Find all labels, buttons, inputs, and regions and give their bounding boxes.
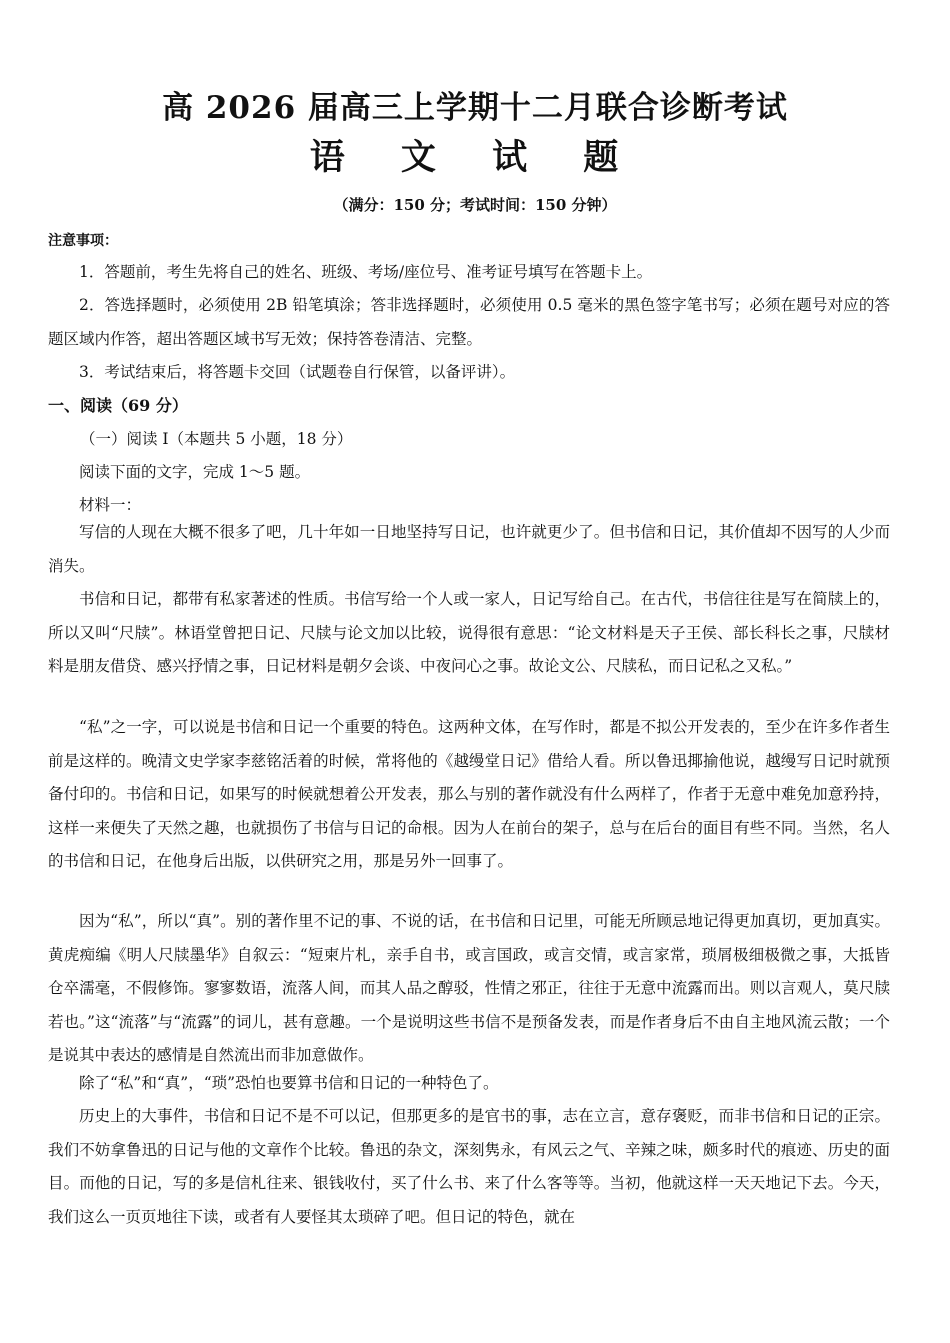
paragraph: 除了“私”和“真”，“琐”恐怕也要算书信和日记的一种特色了。 bbox=[79, 1074, 499, 1092]
notice-item-1: 1．答题前，考生先将自己的姓名、班级、考场/座位号、准考证号填写在答题卡上。 bbox=[79, 263, 653, 281]
notice-item-2: 2．答选择题时，必须使用 2B 铅笔填涂；答非选择题时，必须使用 0.5 毫米的黑色签字笔书写；必须在题号对应的答题区域内作答，超出答题区域书写无效；保持答卷清洁、完整。 bbox=[48, 296, 890, 348]
paragraph: 因为“私”，所以“真”。别的著作里不记的事、不说的话，在书信和日记里，可能无所顾忌地记得更加真切，更加真实。黄虎痴编《明人尺牍墨华》自叙云：“短柬片札，亲手自书，或言国政，或言交情，或言家常，琐屑极细极微之事，大抵皆仓卒濡毫，不假修饰。寥寥数语，流落人间，而其人品之醇驳，性情之邪正，往往于无意中流露而出。则以言观人，莫尺牍若也。”这“流落”与“流露”的词儿，甚有意趣。一个是说明这些书信不是预备发表，而是作者身后不由自主地风流云散；一个是说其中表达的感情是自然流出而非加意做作。 bbox=[48, 912, 890, 1064]
reading-instruction: 阅读下面的文字，完成 1～5 题。 bbox=[79, 463, 311, 481]
paragraph: “私”之一字，可以说是书信和日记一个重要的特色。这两种文体，在写作时，都是不拟公开发表的，至少在许多作者生前是这样的。晚清文史学家李慈铭活着的时候，常将他的《越缦堂日记》借给人看。所以鲁迅揶揄他说，越缦写日记时就预备付印的。书信和日记，如果写的时候就想着公开发表，那么与别的著作就没有什么两样了，作者于无意中难免加意矜持，这样一来便失了天然之趣，也就损伤了书信与日记的命根。因为人在前台的架子，总与在后台的面目有些不同。当然，名人的书信和日记，在他身后出版，以供研究之用，那是另外一回事了。 bbox=[48, 718, 890, 870]
material-label: 材料一： bbox=[79, 496, 142, 514]
subject-title: 语 文 试 题 bbox=[309, 137, 641, 178]
subsection-heading: （一）阅读 I（本题共 5 小题，18 分） bbox=[80, 430, 353, 448]
exam-meta: （满分：150 分；考试时间：150 分钟） bbox=[333, 196, 617, 214]
paragraph: 历史上的大事件，书信和日记不是不可以记，但那更多的是官书的事，志在立言，意存褒贬，而非书信和日记的正宗。我们不妨拿鲁迅的日记与他的文章作个比较。鲁迅的杂文，深刻隽永，有风云之气、辛辣之味，颇多时代的痕迹、历史的面目。而他的日记，写的多是信札往来、银钱收付，买了什么书、来了什么客等等。当初，他就这样一天天地记下去。今天，我们这么一页页地往下读，或者有人要怪其太琐碎了吧。但日记的特色，就在 bbox=[48, 1107, 890, 1226]
section-heading: 一、阅读（69 分） bbox=[48, 396, 188, 415]
exam-title: 高 2026 届高三上学期十二月联合诊断考试 bbox=[162, 90, 788, 126]
paragraph: 书信和日记，都带有私家著述的性质。书信写给一个人或一家人，日记写给自己。在古代，书信往往是写在简牍上的，所以又叫“尺牍”。林语堂曾把日记、尺牍与论文加以比较，说得很有意思：“论文材料是天子王侯、部长科长之事，尺牍材料是朋友借贷、感兴抒情之事，日记材料是朝夕会谈、中夜问心之事。故论文公、尺牍私，而日记私之又私。” bbox=[48, 590, 890, 675]
notice-heading: 注意事项： bbox=[48, 233, 118, 249]
paragraph: 写信的人现在大概不很多了吧，几十年如一日地坚持写日记，也许就更少了。但书信和日记，其价值却不因写的人少而消失。 bbox=[48, 523, 890, 575]
notice-item-3: 3．考试结束后，将答题卡交回（试题卷自行保管，以备评讲）。 bbox=[79, 363, 516, 381]
